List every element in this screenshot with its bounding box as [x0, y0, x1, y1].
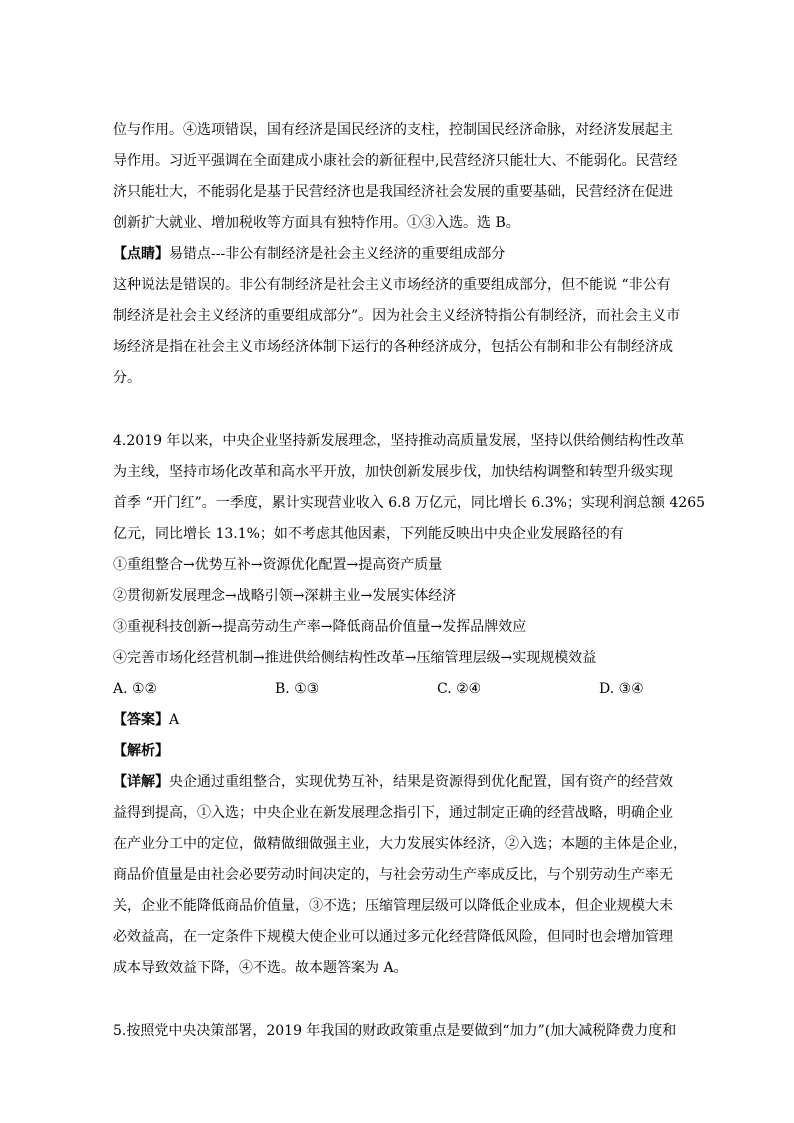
question4-statement-3: ③重视科技创新→提高劳动生产率→降低商品价值量→发挥品牌效应	[113, 619, 527, 635]
explanation-line-3: 济只能壮大，不能弱化是基于民营经济也是我国经济社会发展的重要基础，民营经济在促进	[113, 184, 673, 200]
question4-analysis-heading	[113, 742, 169, 760]
question4-statement-2: ②贯彻新发展理念→战略引领→深耕主业→发展实体经济	[113, 588, 457, 604]
question4-stem-line-1: 4.2019 年以来，中央企业坚持新发展理念，坚持推动高质量发展，坚持以供给侧结构性改革	[113, 433, 685, 449]
question4-detail-line-1: 【详解】央企通过重组整合，实现优势互补，结果是资源得到优化配置，国有资产的经营效	[113, 774, 673, 790]
question4-answer: 【答案】A	[113, 712, 180, 728]
question4-detail-line-5: 关，企业不能降低商品价值量，③不选；压缩管理层级可以降低企业成本，但企业规模大未	[113, 898, 673, 914]
question4-detail-line-2: 益得到提高，①入选；中央企业在新发展理念指引下，通过制定正确的经营战略，明确企业	[113, 805, 673, 821]
tip-line-3: 场经济是指在社会主义市场经济体制下运行的各种经济成分，包括公有制和非公有制经济成	[113, 339, 673, 355]
explanation-line-4: 创新扩大就业、增加税收等方面具有独特作用。①③入选。选 B。	[113, 215, 520, 231]
question4-stem-line-3: 首季 “开门红”。一季度，累计实现营业收入 6.8 万亿元，同比增长 6.3%；实现利润总额 4265	[113, 495, 706, 511]
question4-detail-line-4: 商品价值量是由社会必要劳动时间决定的，与社会劳动生产率成反比，与个别劳动生产率无	[113, 867, 673, 883]
tip-line-1: 这种说法是错误的。非公有制经济是社会主义市场经济的重要组成部分，但不能说 “非公有	[113, 277, 671, 293]
question4-option-d: D. ③④	[599, 681, 644, 697]
question4-stem-line-4: 亿元，同比增长 13.1%；如不考虑其他因素，下列能反映出中央企业发展路径的有	[113, 526, 624, 542]
question4-detail-line-7: 成本导致效益下降，④不选。故本题答案为 A。	[113, 960, 408, 976]
section-label: 【解析】	[113, 743, 169, 759]
tip-line-4: 分。	[113, 370, 141, 386]
question4-option-c: C. ②④	[437, 681, 482, 697]
tip-heading: 【点睛】易错点---非公有制经济是社会主义经济的重要组成部分	[113, 246, 506, 262]
section-label: 【答案】	[113, 712, 169, 728]
question4-statement-4: ④完善市场化经营机制→推进供给侧结构性改革→压缩管理层级→实现规模效益	[113, 650, 597, 666]
question4-option-b: B. ①③	[275, 681, 320, 697]
question5-stem-line-1: 5.按照党中央决策部署，2019 年我国的财政政策重点是要做到“加力”(加大减税降费力度和	[113, 1023, 677, 1039]
tip-line-2: 制经济是社会主义经济的重要组成部分”。因为社会主义经济特指公有制经济，而社会主义市	[113, 308, 681, 324]
question4-detail-line-6: 必效益高，在一定条件下规模大使企业可以通过多元化经营降低风险，但同时也会增加管理	[113, 929, 673, 945]
explanation-line-2: 导作用。习近平强调在全面建成小康社会的新征程中,民营经济只能壮大、不能弱化。民营经	[113, 153, 678, 169]
question4-detail-line-3: 在产业分工中的定位，做精做细做强主业，大力发展实体经济，②入选；本题的主体是企业，	[113, 836, 687, 852]
section-label: 【点睛】	[113, 246, 169, 262]
question4-option-a: A. ①②	[113, 681, 158, 697]
explanation-line-1: 位与作用。④选项错误，国有经济是国民经济的支柱，控制国民经济命脉，对经济发展起主	[113, 122, 673, 138]
question4-statement-1: ①重组整合→优势互补→资源优化配置→提高资产质量	[113, 557, 443, 573]
question4-stem-line-2: 为主线，坚持市场化改革和高水平开放，加快创新发展步伐，加快结构调整和转型升级实现	[113, 464, 673, 480]
section-label: 【详解】	[113, 774, 169, 790]
